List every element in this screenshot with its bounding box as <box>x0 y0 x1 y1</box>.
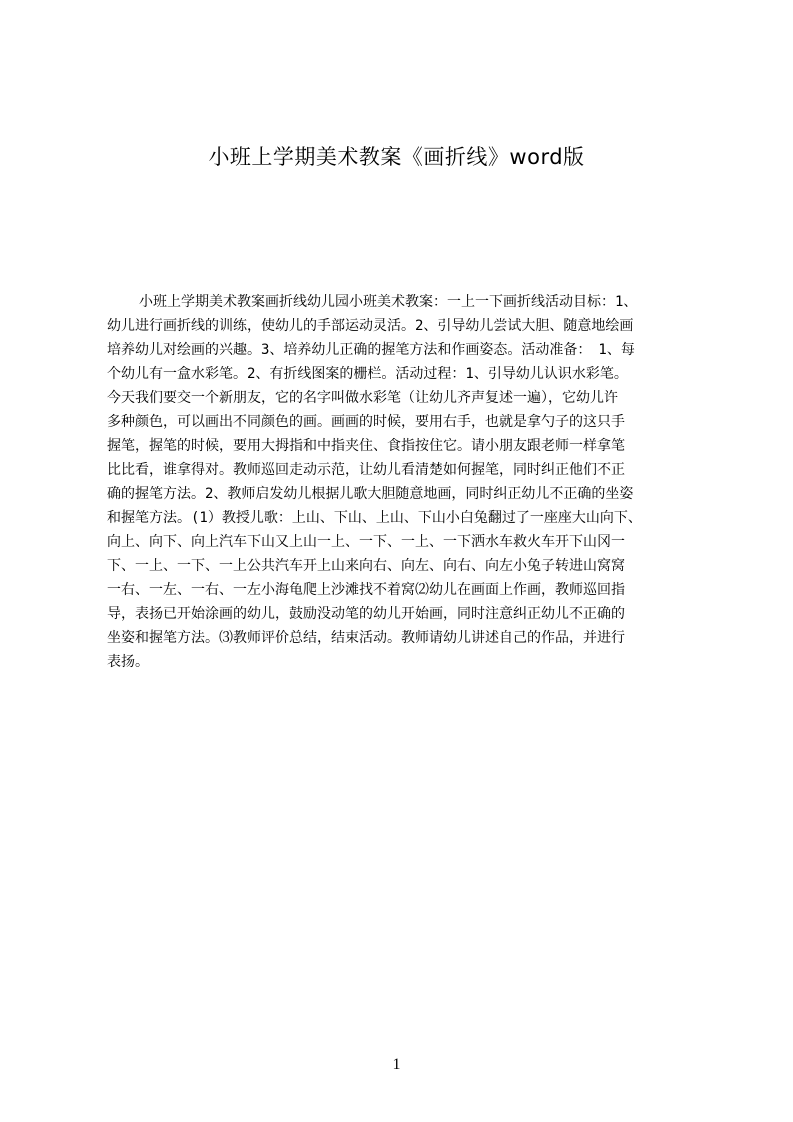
paragraph-line: 培养幼儿对绘画的兴趣。3、培养幼儿正确的握笔方法和作画姿态。活动准备： 1、每 <box>107 342 635 358</box>
paragraph-line: 一右、一左、一右、一左小海龟爬上沙滩找不着窝⑵幼儿在画面上作画，教师巡回指 <box>107 582 625 598</box>
paragraph-line: 坐姿和握笔方法。⑶教师评价总结，结束活动。教师请幼儿讲述自己的作品，并进行 <box>107 630 625 646</box>
body-paragraph <box>107 290 697 674</box>
paragraph-line: 小班上学期美术教案画折线幼儿园小班美术教案：一上一下画折线活动目标：1、 <box>139 294 638 310</box>
page-number: 1 <box>392 1056 401 1073</box>
paragraph-line: 向上、向下、向上汽车下山又上山一上、一下、一上、一下洒水车救火车开下山冈一 <box>107 534 625 550</box>
paragraph-line: 握笔，握笔的时候，要用大拇指和中指夹住、食指按住它。请小朋友跟老师一样拿笔 <box>107 438 625 454</box>
paragraph-line: 导，表扬已开始涂画的幼儿，鼓励没动笔的幼儿开始画，同时注意纠正幼儿不正确的 <box>107 606 625 622</box>
paragraph-line: 今天我们要交一个新朋友，它的名字叫做水彩笔（让幼儿齐声复述一遍），它幼儿许 <box>107 390 618 406</box>
paragraph-line: 表扬。 <box>107 654 149 670</box>
paragraph-line: 个幼儿有一盒水彩笔。2、有折线图案的栅栏。活动过程：1、引导幼儿认识水彩笔。 <box>107 366 628 382</box>
paragraph-line: 确的握笔方法。2、教师启发幼儿根据儿歌大胆随意地画，同时纠正幼儿不正确的坐姿 <box>107 486 634 502</box>
paragraph-line: 下、一上、一下、一上公共汽车开上山来向右、向左、向右、向左小兔子转进山窝窝 <box>107 558 625 574</box>
paragraph-line: 多种颜色，可以画出不同颜色的画。画画的时候，要用右手，也就是拿勺子的这只手 <box>107 414 625 430</box>
document-title: 小班上学期美术教案《画折线》word版 <box>208 145 585 169</box>
paragraph-line: 比比看，谁拿得对。教师巡回走动示范，让幼儿看清楚如何握笔，同时纠正他们不正 <box>107 462 625 478</box>
paragraph-line: 幼儿进行画折线的训练，使幼儿的手部运动灵活。2、引导幼儿尝试大胆、随意地绘画 <box>107 318 634 334</box>
paragraph-line: 和握笔方法。(1）教授儿歌：上山、下山、上山、下山小白兔翻过了一座座大山向下、 <box>107 510 642 526</box>
